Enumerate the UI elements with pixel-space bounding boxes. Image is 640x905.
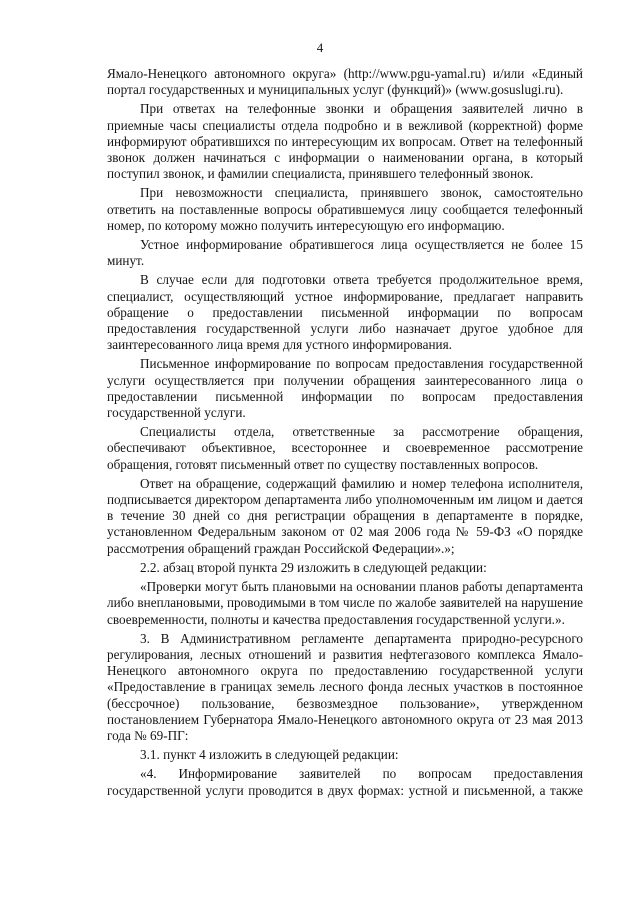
paragraph: Ответ на обращение, содержащий фамилию и номер телефона исполнителя, подписывается директором департамента либо уполномоченным им лицом и дается в течение 30 дней со дня регистрации обращения в департаменте в порядке, установленном Федеральным законом от 02 мая 2006 года № 59-ФЗ «О порядке рассмотрения обращений граждан Российской Федерации».»; xyxy=(107,475,583,556)
paragraph: При ответах на телефонные звонки и обращения заявителей лично в приемные часы специалисты отдела подробно и в вежливой (корректной) форме информируют обратившихся по интересующим их вопросам. Ответ на телефонный звонок должен начинаться с информации о наименовании органа, в который поступил звонок, и фамилии специалиста, принявшего телефонный звонок. xyxy=(107,101,583,182)
paragraph: 3. В Административном регламенте департамента природно-ресурсного регулирования, лесных отношений и развития нефтегазового комплекса Ямало-Ненецкого автономного округа по предоставлению государственной услуги «Предоставление в границах земель лесного фонда лесных участков в постоянное (бессрочное) пользование, безвозмездное пользование», утвержденном постановлением Губернатора Ямало-Ненецкого автономного округа от 23 мая 2013 года № 69-ПГ: xyxy=(107,630,583,743)
paragraph: Специалисты отдела, ответственные за рассмотрение обращения, обеспечивают объективное, всестороннее и своевременное рассмотрение обращения, готовят письменный ответ по существу поставленных вопросов. xyxy=(107,424,583,472)
paragraph: Устное информирование обратившегося лица осуществляется не более 15 минут. xyxy=(107,237,583,269)
paragraph: «Проверки могут быть плановыми на основании планов работы департамента либо внеплановыми, проводимыми в том числе по жалобе заявителей на нарушение своевременности, полноты и качества предоставления государственной услуги.». xyxy=(107,579,583,627)
paragraph: 2.2. абзац второй пункта 29 изложить в следующей редакции: xyxy=(140,559,487,575)
paragraph: «4. Информирование заявителей по вопросам предоставления государственной услуги проводится в двух формах: устной и письменной, а также xyxy=(107,766,583,798)
page-number: 4 xyxy=(316,40,324,55)
paragraph: При невозможности специалиста, принявшего звонок, самостоятельно ответить на поставленные вопросы обратившемуся лицу сообщается телефонный номер, по которому можно получить интересующую его информацию. xyxy=(107,185,583,233)
paragraph: Письменное информирование по вопросам предоставления государственной услуги осуществляется при получении обращения заинтересованного лица о предоставлении письменной информации по вопросам предоставления государственной услуги. xyxy=(107,356,583,421)
document-body xyxy=(107,66,583,802)
paragraph: Ямало-Ненецкого автономного округа» (http://www.pgu-yamal.ru) и/или «Единый портал государственных и муниципальных услуг (функций)» (www.gosuslugi.ru). xyxy=(107,66,583,98)
paragraph: В случае если для подготовки ответа требуется продолжительное время, специалист, осуществляющий устное информирование, предлагает направить обращение о предоставлении письменной информации по вопросам предоставления государственной услуги либо назначает другое удобное для заинтересованного лица время для устного информирования. xyxy=(107,272,583,353)
paragraph: 3.1. пункт 4 изложить в следующей редакции: xyxy=(140,747,399,763)
